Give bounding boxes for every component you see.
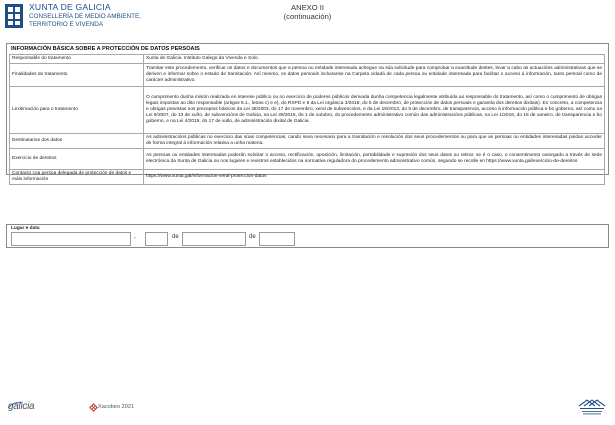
- day-field[interactable]: [145, 232, 168, 246]
- row-label: Exercicio de dereitos: [10, 149, 144, 170]
- comma-separator: ,: [134, 234, 136, 240]
- row-value: Xunta de Galicia. Instituto Galego da Vivenda e Solo.: [144, 55, 605, 64]
- organization-name: XUNTA DE GALICIA: [29, 2, 111, 12]
- xacobeo-shell-icon: [89, 403, 98, 412]
- row-value: As persoas ou entidades interesadas poderán solicitar o acceso, rectificación, oposición, limitación, portabilidade e supresión dos seus datos ou retirar, se é o caso, o consentimento outorgado a través de sede electrónica da Xunta de Galicia ou nos lugares e rexistros establecidos na normativa reguladora do procedemento administrativo común, segundo se recolle en https://www.xunta.gal/exercicio-de-dereitos: [144, 149, 605, 170]
- month-field[interactable]: [182, 232, 246, 246]
- row-value: As administracións públicas no exercicio das súas competencias, cando sexa necesario para a tramitación e resolución dos seus procedementos ou para que as persoas ou entidades interesadas poidan acceder de forma integral á información relativa a unha materia.: [144, 134, 605, 149]
- table-row: [10, 134, 605, 149]
- department-line-2: TERRITORIO E VIVENDA: [29, 20, 104, 28]
- table-row: [10, 149, 605, 170]
- row-label: Destinatarios dos datos: [10, 134, 144, 149]
- xacobeo-logo: Xacobeo 2021: [98, 404, 135, 410]
- de-separator: de: [249, 234, 256, 240]
- row-label: Contacto coa persoa delegada de protección de datos e máis información: [10, 170, 144, 185]
- annex-title: ANEXO II: [291, 3, 324, 12]
- table-row: [10, 170, 605, 185]
- row-value: O cumprimento dunha misión realizada en interese público ou no exercicio de poderes públicos derivada dunha competencia legalmente atribuída ao responsable do tratamento, así como o cumprimento de obrigas legais impostas ao dito responsable (artigos 6.1., letras c) e e), do RXPD e 8 da Lei orgánica 3/2018, do 5 de decembro, de protección de datos persoais e garantía dos dereitos dixitais). En concreto, a competencia e obrigas previstas nos preceptos básicos da Lei 38/2003, do 17 de novembro, xeral de subvencións, e da Lei 19/2013, do 9 de decembro, de transparencia, acceso á información pública e bo goberno, así como na Lei 9/2007, do 13 de xuño, de subvencións de Galicia, na Lei 39/2015, do 1 de outubro, do procedemento administrativo común das administracións públicas, na Lei 1/2016, do 18 de xaneiro, de transparencia e bo goberno, e na Lei 4/2019, do 17 de xullo, de administración dixital de Galicia.: [144, 87, 605, 134]
- place-date-label: Lugar e data: [11, 226, 40, 231]
- vivenda-institute-seal-icon: [575, 394, 609, 418]
- table-row: [10, 55, 605, 64]
- row-value: Tramitar este procedemento, verificar os datos e documentos que a persoa ou entidade interesada achegue na súa solicitude para comprobar a exactitude destes, levar a cabo as actuacións administrativas que se deriven e informar sobre o estado de tramitación. Así mesmo, os datos persoais incluiranse na Carpeta cidadá de cada persoa ou entidade interesada para facilitar o acceso á información, tanto persoal como de carácter administrativo.: [144, 64, 605, 87]
- row-label: Lexitimación para o tratamento: [10, 87, 144, 134]
- year-field[interactable]: [259, 232, 295, 246]
- de-separator: de: [172, 234, 179, 240]
- row-value[interactable]: https://www.xunta.gal/informacion-xeral-proteccion-datos: [144, 170, 605, 185]
- row-label: Responsable do tratamento: [10, 55, 144, 64]
- annex-subtitle: (continuación): [283, 12, 332, 22]
- table-row: [10, 64, 605, 87]
- table-row: [10, 87, 605, 134]
- galicia-logo: galicia: [8, 401, 35, 412]
- data-protection-table: [9, 54, 605, 185]
- annex-heading: [0, 3, 615, 21]
- row-label: Finalidades do tratamento: [10, 64, 144, 87]
- place-field[interactable]: [11, 232, 131, 246]
- data-protection-title: INFORMACIÓN BÁSICA SOBRE A PROTECCIÓN DE DATOS PERSOAIS: [11, 46, 200, 52]
- department-line-1: CONSELLERÍA DE MEDIO AMBIENTE,: [29, 13, 141, 20]
